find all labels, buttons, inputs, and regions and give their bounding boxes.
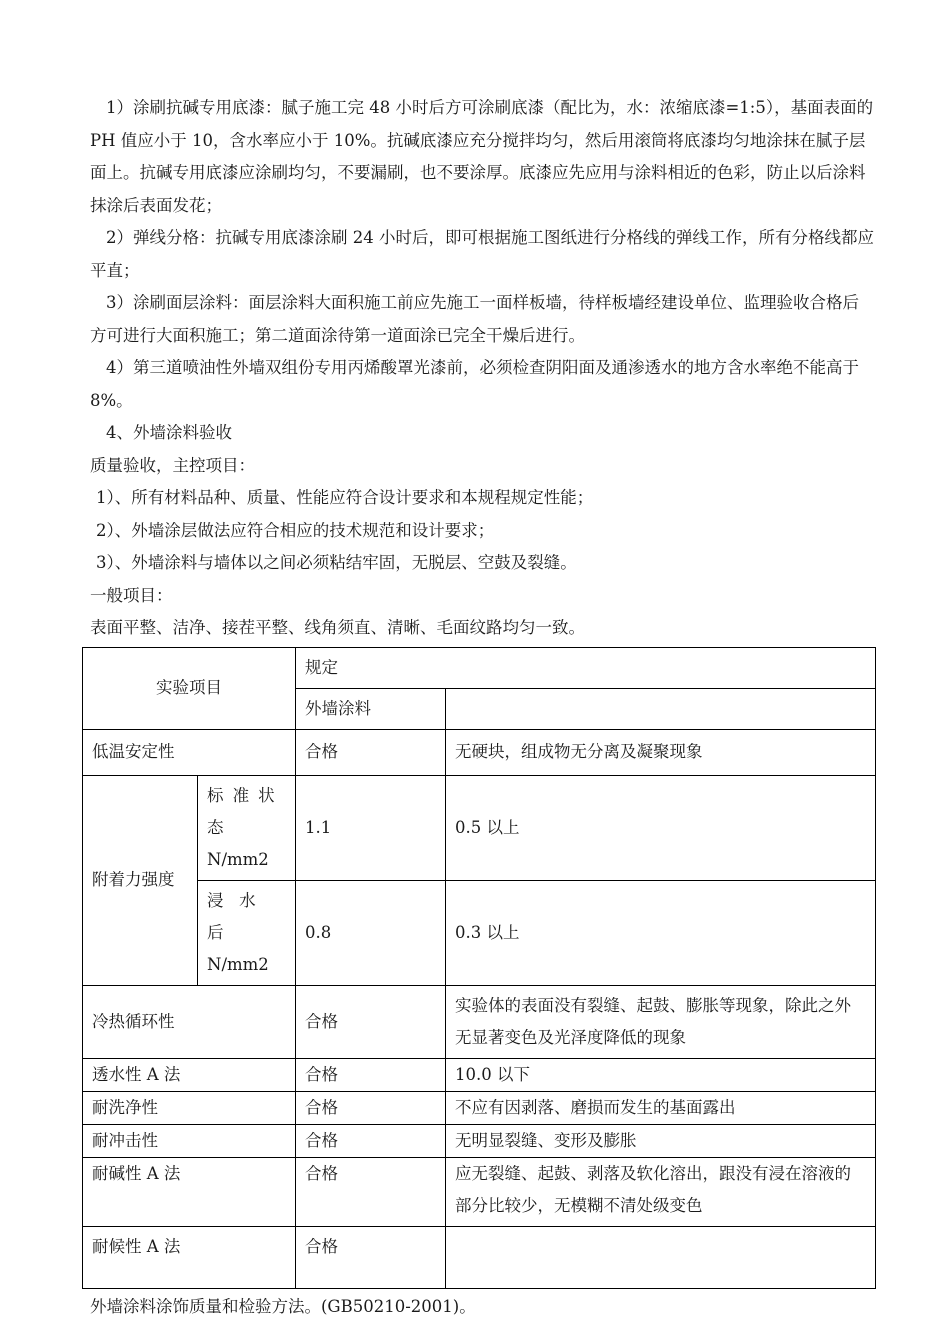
- cell-requirement: 无硬块，组成物无分离及凝聚现象: [446, 729, 876, 775]
- general-items-label: 一般项目：: [90, 585, 173, 605]
- cell-item: 冷热循环性: [83, 985, 296, 1058]
- acceptance-intro: 质量验收，主控项目：: [90, 455, 255, 475]
- cell-result: 合格: [296, 1058, 446, 1091]
- header-empty-cell: [446, 688, 876, 729]
- paragraph-varnish: 4）第三道喷油性外墙双组份专用丙烯酸罩光漆前，必须检查阴阳面及通渗透水的地方含水率绝不能高于 8%。: [90, 358, 859, 410]
- table-row: [83, 729, 876, 775]
- cell-result: 0.8: [296, 880, 446, 985]
- cell-requirement: 0.3 以上: [446, 880, 876, 985]
- cell-result: 合格: [296, 1157, 446, 1226]
- cell-requirement: 无明显裂缝、变形及膨胀: [446, 1124, 876, 1157]
- table-row: [83, 985, 876, 1058]
- cell-adhesion-sub-standard: [198, 775, 296, 880]
- table-row: [83, 1124, 876, 1157]
- section-heading-acceptance: 4、外墙涂料验收: [106, 423, 232, 442]
- paragraph-base-coat: 1）涂刷抗碱专用底漆：腻子施工完 48 小时后方可涂刷底漆（配比为，水：浓缩底漆=1:5），基面表面的 PH 值应小于 10，含水率应小于 10%。抗碱底漆应充分搅拌均匀，然后用滚筒将底漆均匀地涂抹在腻子层面上。抗碱专用底漆应涂刷均匀，不要漏刷，也不要涂厚。底漆应先应用与涂料相近的色彩，防止以后涂料抹涂后表面发花；: [90, 98, 874, 215]
- table-row: [83, 1226, 876, 1288]
- cell-item: 耐洗净性: [83, 1091, 296, 1124]
- cell-requirement: 10.0 以下: [446, 1058, 876, 1091]
- cell-result: 合格: [296, 985, 446, 1058]
- table-header-row: [83, 647, 876, 688]
- cell-requirement: 应无裂缝、起鼓、剥落及软化溶出，跟没有浸在溶液的部分比较少，无模糊不清处级变色: [446, 1157, 876, 1226]
- cell-result: 合格: [296, 729, 446, 775]
- cell-adhesion-label: 附着力强度: [83, 775, 198, 985]
- cell-item: 低温安定性: [83, 729, 296, 775]
- header-test-item: 实验项目: [83, 647, 296, 729]
- acceptance-item: 3）、外墙涂料与墙体以之间必须粘结牢固，无脱层、空鼓及裂缝。: [96, 553, 577, 572]
- adhesion-soaked-unit: N/mm2: [207, 954, 269, 974]
- general-items-text: 表面平整、洁净、接茬平整、线角须直、清晰、毛面纹路均匀一致。: [90, 618, 585, 637]
- paragraph-line-marking: 2）弹线分格：抗碱专用底漆涂刷 24 小时后，即可根据施工图纸进行分格线的弹线工作，所有分格线都应平直；: [90, 228, 874, 280]
- cell-item: 耐候性 A 法: [83, 1226, 296, 1288]
- adhesion-standard-unit: N/mm2: [207, 849, 269, 869]
- header-exterior-coating: 外墙涂料: [296, 688, 446, 729]
- document-page: [90, 92, 875, 1323]
- cell-adhesion-sub-soaked: [198, 880, 296, 985]
- cell-requirement: 不应有因剥落、磨损而发生的基面露出: [446, 1091, 876, 1124]
- table-row: [83, 1157, 876, 1226]
- cell-result: 合格: [296, 1226, 446, 1288]
- cell-result: 1.1: [296, 775, 446, 880]
- adhesion-standard-label: 标准状态: [207, 785, 284, 837]
- cell-item: 透水性 A 法: [83, 1058, 296, 1091]
- table-row: [83, 1091, 876, 1124]
- test-spec-table: [82, 647, 876, 1289]
- cell-result: 合格: [296, 1124, 446, 1157]
- cell-requirement: 0.5 以上: [446, 775, 876, 880]
- adhesion-soaked-label: 浸水后: [207, 890, 272, 942]
- acceptance-item: 2）、外墙涂层做法应符合相应的技术规范和设计要求；: [96, 520, 495, 540]
- table-row-adhesion-standard: [83, 775, 876, 880]
- cell-requirement: 实验体的表面没有裂缝、起鼓、膨胀等现象，除此之外无显著变色及光泽度降低的现象: [446, 985, 876, 1058]
- cell-item: 耐碱性 A 法: [83, 1157, 296, 1226]
- cell-item: 耐冲击性: [83, 1124, 296, 1157]
- table-row-adhesion-soaked: [83, 880, 876, 985]
- table-row: [83, 1058, 876, 1091]
- acceptance-item: 1）、所有材料品种、质量、性能应符合设计要求和本规程规定性能；: [96, 488, 594, 507]
- footer-note: 外墙涂料涂饰质量和检验方法。(GB50210-2001)。: [90, 1296, 476, 1316]
- cell-requirement: [446, 1226, 876, 1288]
- cell-result: 合格: [296, 1091, 446, 1124]
- header-spec: 规定: [296, 647, 876, 688]
- paragraph-top-coat: 3）涂刷面层涂料：面层涂料大面积施工前应先施工一面样板墙，待样板墙经建设单位、监理验收合格后方可进行大面积施工；第二道面涂待第一道面涂已完全干燥后进行。: [90, 293, 859, 345]
